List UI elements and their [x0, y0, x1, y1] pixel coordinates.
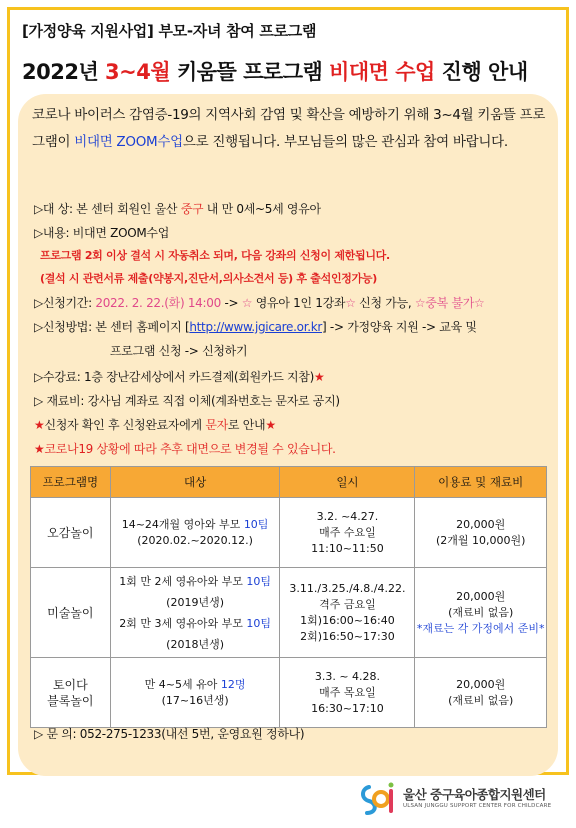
header-fee: 이용료 및 재료비: [415, 467, 547, 498]
absence-warning: 프로그램 2회 이상 결석 시 자동취소 되며, 다음 강좌의 신청이 제한됩니다.: [40, 249, 390, 262]
program-name: 토이다 블록놀이: [31, 658, 111, 728]
info-content: ▷내용: 비대면 ZOOM수업: [34, 226, 170, 240]
info-method: ▷신청방법: 본 센터 홈페이지 [http://www.jgicare.or.kr] -> 가정양육 지원 -> 교육 및: [34, 320, 477, 334]
info-fee: ▷수강료: 1층 장난감세상에서 카드결제(회원카드 지참)★: [34, 370, 325, 384]
info-method-line2: 프로그램 신청 -> 신청하기: [110, 344, 248, 358]
absence-documents-note: (결석 시 관련서류 제출(약봉지,진단서,의사소견서 등) 후 출석인정가능): [40, 272, 377, 285]
program-target: 14~24개월 영아와 부모 10팀 (2020.02.~2020.12.): [110, 498, 280, 568]
program-schedule: 3.11./3.25./4.8./4.22. 격주 금요일 1회)16:00~16:40 2회)16:50~17:30: [280, 568, 415, 658]
homepage-link[interactable]: http://www.jgicare.or.kr: [189, 320, 323, 334]
header-schedule: 일시: [280, 467, 415, 498]
program-schedule: 3.2. ~4.27. 매주 수요일 11:10~11:50: [280, 498, 415, 568]
program-fee: 20,000원 (2개월 10,000원): [415, 498, 547, 568]
table-row: [31, 498, 547, 568]
table-row: [31, 658, 547, 728]
program-name: 오감놀이: [31, 498, 111, 568]
contact-info: ▷ 문 의: 052-275-1233(내선 5번, 운영요원 정하나): [34, 727, 305, 741]
title-year: 2022년: [22, 60, 106, 84]
program-name: 미술놀이: [31, 568, 111, 658]
org-logo: [357, 779, 557, 819]
remote-zoom-text: 비대면 ZOOM수업: [74, 134, 183, 150]
org-name-en: ULSAN JUNGGU SUPPORT CENTER FOR CHILDCARE: [403, 803, 552, 809]
program-target: 만 4~5세 유아 12명 (17~16년생): [110, 658, 280, 728]
title-program: 키움뜰 프로그램: [170, 60, 330, 84]
table-row: [31, 568, 547, 658]
title-suffix: 진행 안내: [434, 60, 528, 84]
info-period: ▷신청기간: 2022. 2. 22.(화) 14:00 -> ☆ 영유아 1인 1강좌☆ 신청 가능, ☆중복 불가☆: [34, 296, 485, 310]
notice-covid: ★코로나19 상황에 따라 추후 대면으로 변경될 수 있습니다.: [34, 442, 336, 456]
notice-sms: ★신청자 확인 후 신청완료자에게 문자로 안내★: [34, 418, 276, 432]
program-schedule: 3.3. ~ 4.28. 매주 목요일 16:30~17:10: [280, 658, 415, 728]
title-months: 3~4월: [105, 60, 171, 84]
sci-swirl-logo-icon: [357, 779, 399, 819]
program-table: [30, 466, 547, 728]
program-fee: 20,000원 (재료비 없음): [415, 658, 547, 728]
program-fee: 20,000원 (재료비 없음) *재료는 각 가정에서 준비*: [415, 568, 547, 658]
program-target: 1회 만 2세 영유아와 부모 10팀 (2019년생) 2회 만 3세 영유아와 부모 10팀 (2018년생): [110, 568, 280, 658]
org-name: 울산 중구육아종합지원센터: [403, 787, 546, 802]
page-title: [22, 56, 528, 86]
header-program: 프로그램명: [31, 467, 111, 498]
info-target: ▷대 상: 본 센터 회원인 울산 중구 내 만 0세~5세 영유아: [34, 202, 321, 216]
table-header-row: [31, 467, 547, 498]
program-subtitle: [가정양육 지원사업] 부모-자녀 참여 프로그램: [22, 22, 317, 40]
title-remote: 비대면 수업: [329, 60, 435, 84]
header-target: 대상: [110, 467, 280, 498]
intro-paragraph: 코로나 바이러스 감염증-19의 지역사회 감염 및 확산을 예방하기 위해 3~4월 키움뜰 프로그램이 비대면 ZOOM수업으로 진행됩니다. 부모님들의 많은 관심과 참여 바랍니다.: [32, 107, 546, 150]
info-material: ▷ 재료비: 강사님 계좌로 직접 이체(계좌번호는 문자로 공지): [34, 394, 340, 408]
